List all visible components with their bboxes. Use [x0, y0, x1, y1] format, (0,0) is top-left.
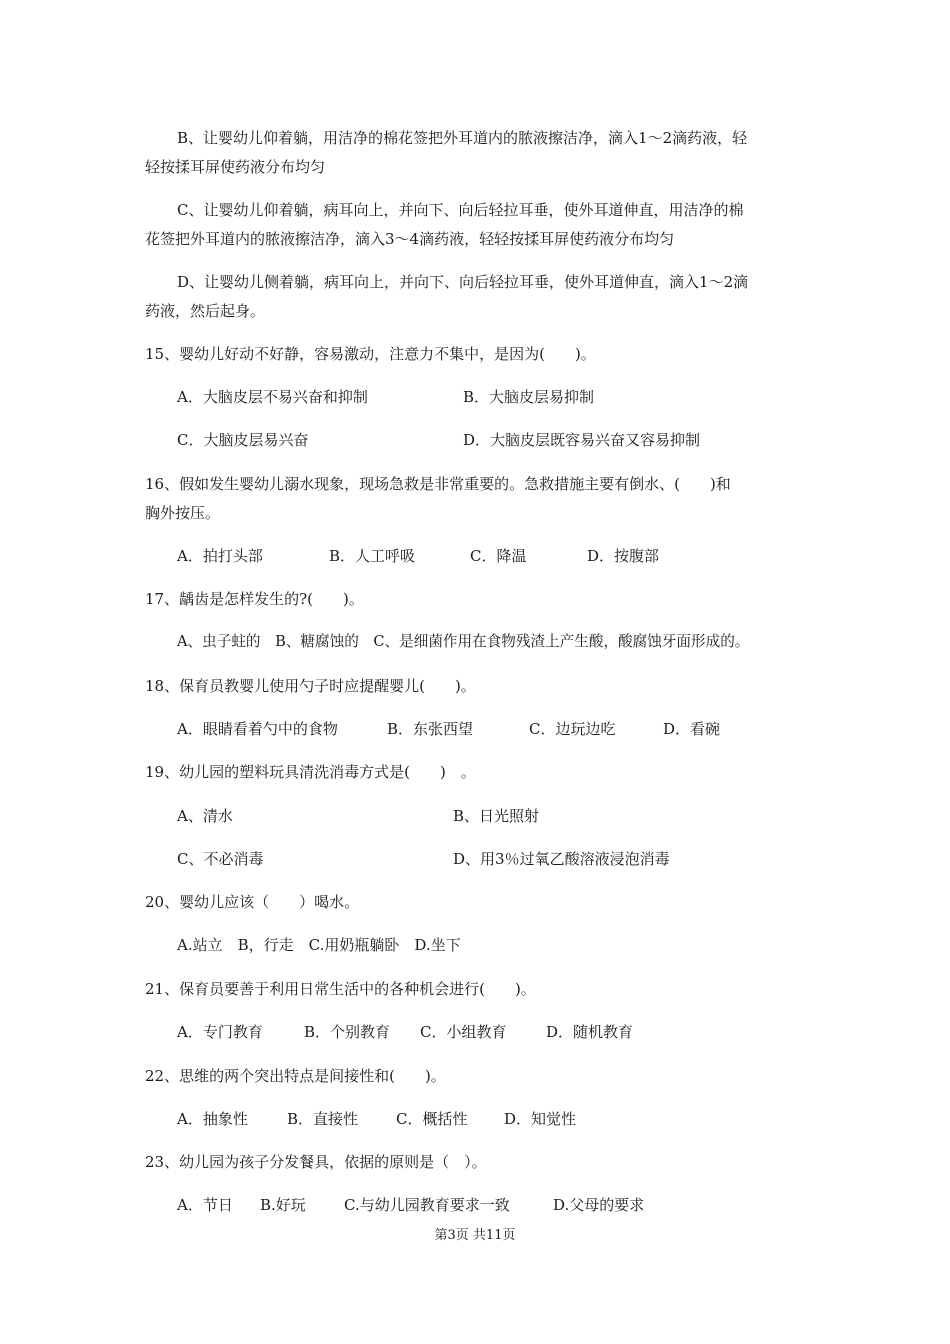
option-c: C.与幼儿园教育要求一致 [344, 1196, 510, 1214]
option-c: C．边玩边吃 [529, 720, 616, 738]
option-d: D．按腹部 [587, 547, 660, 565]
question-19: 19、幼儿园的塑料玩具清洗消毒方式是( ) 。 [145, 763, 476, 781]
question-21: 21、保育员要善于利用日常生活中的各种机会进行( )。 [145, 980, 536, 998]
option-b: B．大脑皮层易抑制 [463, 388, 595, 406]
text-line: 药液，然后起身。 [145, 302, 266, 320]
option-d: D．大脑皮层既容易兴奋又容易抑制 [463, 431, 701, 449]
option-b: B．人工呼吸 [329, 547, 416, 565]
question-17: 17、龋齿是怎样发生的?( )。 [145, 590, 364, 608]
question-20: 20、婴幼儿应该（ ）喝水。 [145, 893, 360, 911]
option-a: A．节日 [177, 1196, 233, 1214]
options-line: A、虫子蛀的 B、糖腐蚀的 C、是细菌作用在食物残渣上产生酸，酸腐蚀牙面形成的。 [177, 633, 750, 650]
option-a: A、清水 [177, 807, 233, 825]
option-d: D、用3％过氧乙酸溶液浸泡消毒 [453, 850, 670, 868]
text-line: B、让婴幼儿仰着躺，用洁净的棉花签把外耳道内的脓液擦洁净，滴入1～2滴药液，轻 [177, 129, 748, 147]
options-line: A.站立 B，行走 C.用奶瓶躺卧 D.坐下 [177, 936, 461, 954]
text-line: 胸外按压。 [145, 504, 221, 522]
option-c: C．降温 [470, 547, 527, 565]
option-d: D．随机教育 [546, 1023, 634, 1041]
text-line: 花签把外耳道内的脓液擦洁净，滴入3～4滴药液，轻轻按揉耳屏使药液分布均匀 [145, 230, 675, 248]
option-a: A．抽象性 [177, 1110, 248, 1128]
option-c: C．小组教育 [420, 1023, 507, 1041]
option-b: B.好玩 [260, 1196, 306, 1214]
text-line: D、让婴幼儿侧着躺，病耳向上，并向下、向后轻拉耳垂，使外耳道伸直，滴入1～2滴 [177, 273, 749, 291]
option-a: A．大脑皮层不易兴奋和抑制 [177, 388, 368, 406]
option-b: B．东张西望 [387, 720, 474, 738]
option-b: B．个别教育 [304, 1023, 391, 1041]
option-c: C．大脑皮层易兴奋 [177, 431, 309, 449]
option-b: B．直接性 [287, 1110, 359, 1128]
option-d: D．知觉性 [504, 1110, 577, 1128]
option-d: D．看碗 [663, 720, 721, 738]
option-a: A．拍打头部 [177, 547, 263, 565]
question-15: 15、婴幼儿好动不好静，容易激动，注意力不集中，是因为( )。 [145, 345, 596, 363]
option-a: A．专门教育 [177, 1023, 263, 1041]
page-number: 第3页 共11页 [434, 1228, 516, 1243]
option-a: A．眼睛看着勺中的食物 [177, 720, 338, 738]
option-c: C．概括性 [396, 1110, 468, 1128]
option-d: D.父母的要求 [553, 1196, 645, 1214]
question-23: 23、幼儿园为孩子分发餐具，依据的原则是（ ）。 [145, 1153, 487, 1171]
question-16: 16、假如发生婴幼儿溺水现象，现场急救是非常重要的。急救措施主要有倒水、( )和 [145, 475, 731, 493]
option-b: B、日光照射 [453, 807, 540, 825]
question-22: 22、思维的两个突出特点是间接性和( )。 [145, 1067, 446, 1085]
text-line: 轻按揉耳屏使药液分布均匀 [145, 158, 326, 176]
question-18: 18、保育员教婴儿使用勺子时应提醒婴儿( )。 [145, 677, 476, 695]
text-line: C、让婴幼儿仰着躺，病耳向上，并向下、向后轻拉耳垂，使外耳道伸直，用洁净的棉 [177, 201, 744, 219]
option-c: C、不必消毒 [177, 850, 264, 868]
